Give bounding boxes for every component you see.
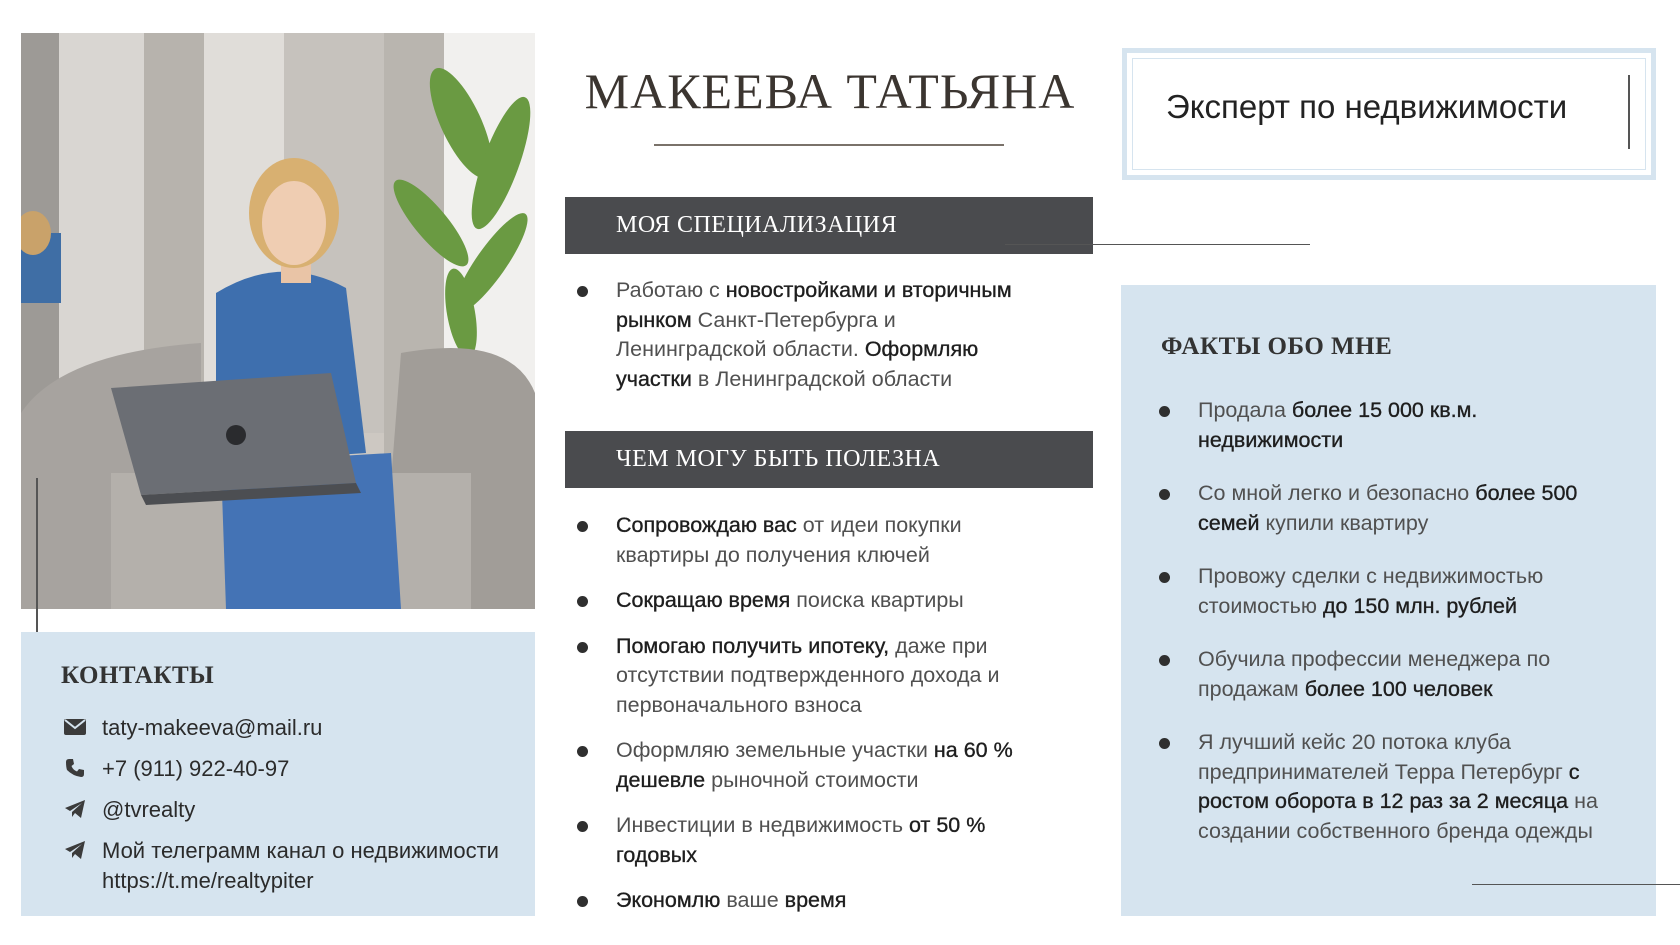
item-text: рыночной стоимости	[705, 767, 919, 792]
bold-text: Сокращаю время	[616, 588, 791, 612]
item-text: Работаю с	[616, 278, 726, 302]
bold-text: от 50 % годовых	[616, 813, 986, 867]
email-text: taty-makeeva@mail.ru	[102, 715, 323, 740]
bold-text: до 150 млн. рублей	[1322, 593, 1518, 618]
item-text: поиска квартиры	[790, 588, 964, 612]
expert-title: Эксперт по недвижимости	[1166, 88, 1568, 125]
decorative-horizontal-line	[1005, 244, 1310, 245]
list-item	[1147, 479, 1627, 538]
item-text: Оформляю земельные участки	[616, 738, 934, 762]
bold-text: на 60 % дешевле	[616, 738, 1013, 792]
phone-text: +7 (911) 922-40-97	[102, 756, 290, 781]
item-text: Инвестиции в недвижимость	[616, 813, 910, 837]
mail-icon	[61, 713, 89, 741]
item-text: Продала	[1198, 398, 1292, 422]
facts-list	[1147, 396, 1627, 870]
item-text: ваше	[720, 888, 785, 912]
list-item	[1147, 396, 1627, 455]
phone-icon	[61, 754, 89, 782]
list-item	[565, 586, 1045, 616]
specialization-title: МОЯ СПЕЦИАЛИЗАЦИЯ	[616, 212, 898, 238]
contact-telegram[interactable]	[61, 795, 195, 825]
list-item	[565, 511, 1045, 570]
list-item	[565, 811, 1045, 870]
bold-text: Сопровождаю вас	[616, 513, 797, 537]
telegram-handle: @tvrealty	[102, 797, 196, 822]
item-text: в Ленинградской области	[691, 366, 953, 391]
bold-text: Оформляю участки	[616, 337, 979, 391]
expert-title-bar	[1628, 75, 1630, 149]
specialization-header	[565, 197, 1093, 254]
name-underline	[654, 144, 1004, 146]
profile-photo	[21, 33, 535, 609]
contact-telegram-channel[interactable]	[61, 836, 499, 896]
item-text: Со мной легко и безопасно	[1198, 481, 1476, 505]
list-item	[1147, 728, 1627, 846]
facts-title: ФАКТЫ ОБО МНЕ	[1161, 333, 1393, 360]
bold-text: Экономлю	[616, 888, 721, 912]
bold-text: время	[784, 888, 847, 912]
help-title: ЧЕМ МОГУ БЫТЬ ПОЛЕЗНА	[616, 446, 941, 472]
telegram-channel-link[interactable]: https://t.me/realtypiter	[102, 868, 314, 893]
list-item	[565, 886, 1045, 916]
item-text: от идеи покупки квартиры до получения ключей	[616, 513, 962, 567]
item-text: купили квартиру	[1259, 510, 1429, 535]
telegram-icon	[61, 836, 89, 864]
help-list	[565, 511, 1045, 932]
bold-text: более 100 человек	[1304, 676, 1493, 701]
item-text: Обучила профессии менеджера по продажам	[1198, 647, 1551, 701]
contact-email[interactable]	[61, 713, 322, 743]
list-item	[565, 632, 1045, 721]
item-text: на создании собственного бренда одежды	[1198, 789, 1598, 843]
bold-text: с ростом оборота в 12 раз за 2 месяца	[1198, 759, 1580, 813]
bold-text: новостройками и вторичным рынком	[616, 278, 1012, 332]
telegram-icon	[61, 795, 89, 823]
list-item	[565, 276, 1045, 394]
bold-text: более 500 семей	[1198, 481, 1578, 535]
list-item	[1147, 562, 1627, 621]
bold-text: Помогаю получить ипотеку,	[616, 633, 890, 658]
item-text: Я лучший кейс 20 потока клуба предпринимателей Терра Петербург	[1198, 730, 1569, 784]
list-item	[1147, 645, 1627, 704]
item-text: Провожу сделки с недвижимостью стоимостью	[1198, 564, 1544, 618]
list-item	[565, 736, 1045, 795]
telegram-channel-text: Мой телеграмм канал о недвижимости	[102, 838, 499, 863]
contact-phone[interactable]	[61, 754, 289, 784]
bold-text: более 15 000 кв.м. недвижимости	[1198, 398, 1478, 452]
item-text: даже при отсутствии подтвержденного дохода и первоначального взноса	[616, 633, 1000, 717]
item-text: Санкт-Петербурга и Ленинградской области.	[616, 307, 896, 361]
contacts-title: КОНТАКТЫ	[61, 662, 215, 689]
decorative-bottom-line	[1472, 884, 1680, 885]
person-name: МАКЕЕВА ТАТЬЯНА	[584, 63, 1076, 119]
specialization-list	[565, 276, 1045, 394]
help-header	[565, 431, 1093, 488]
